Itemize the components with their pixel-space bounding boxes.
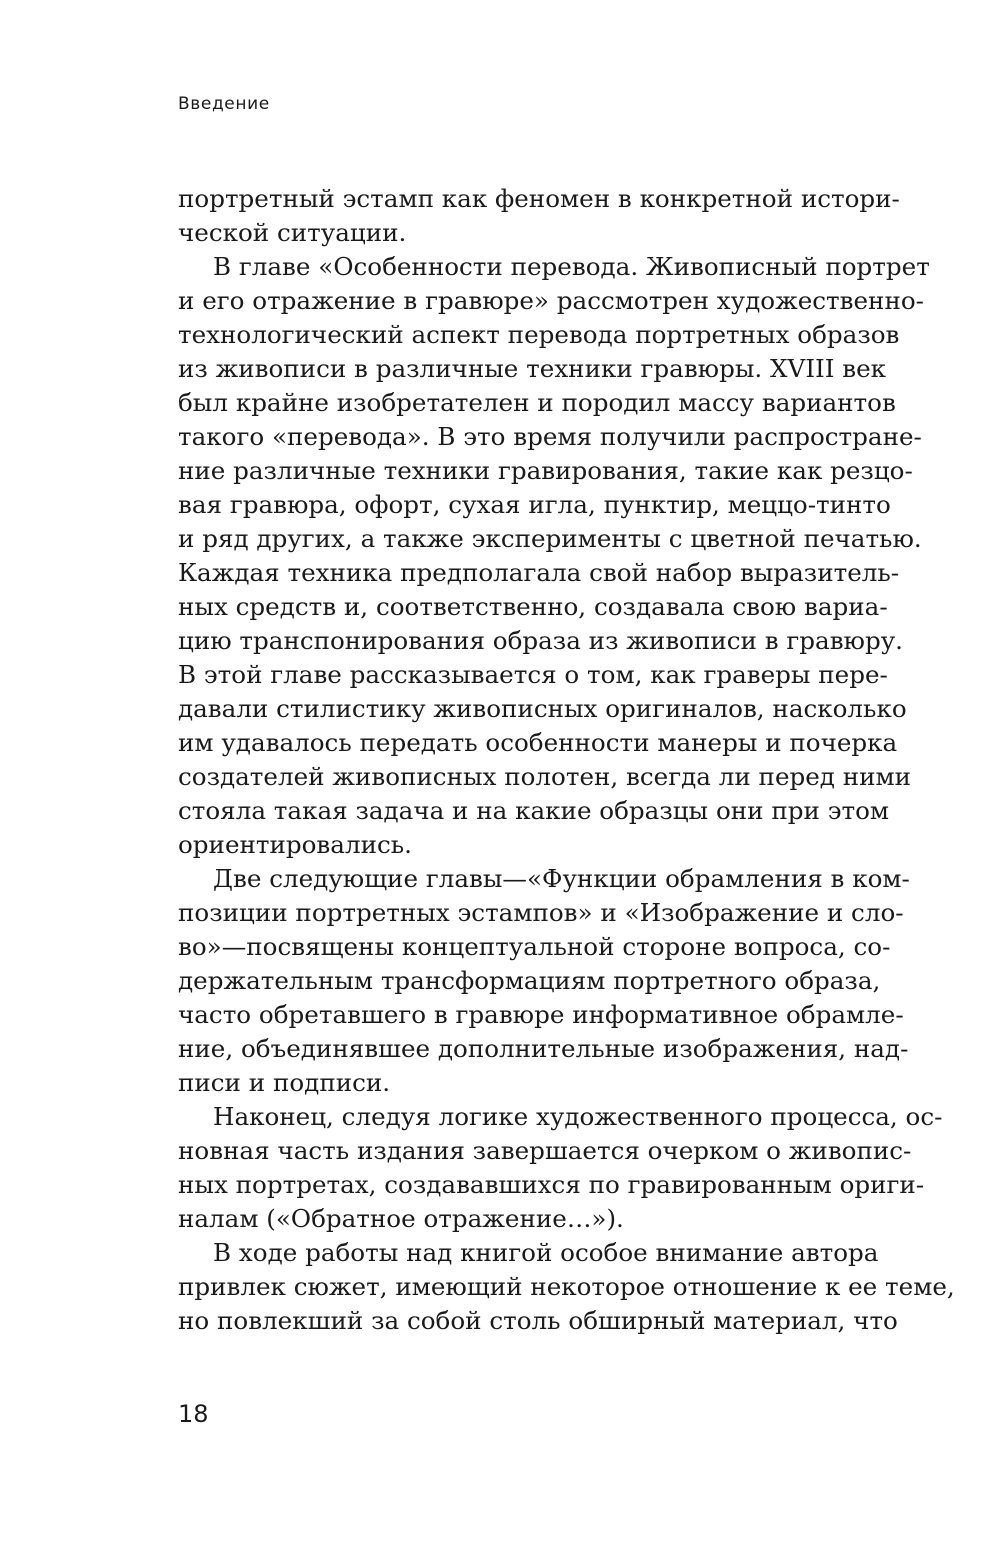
text-line: В ходе работы над книгой особое внимание автора bbox=[213, 1238, 879, 1267]
text-line: давали стилистику живописных оригиналов, насколько bbox=[178, 694, 907, 723]
text-line: держательным трансформациям портретного образа, bbox=[178, 966, 881, 995]
text-line: новная часть издания завершается очерком о живопис- bbox=[178, 1136, 912, 1165]
text-line: был крайне изобретателен и породил массу вариантов bbox=[178, 388, 896, 417]
page-number: 18 bbox=[178, 1400, 209, 1428]
text-line: привлек сюжет, имеющий некоторое отношение к ее теме, bbox=[178, 1272, 955, 1301]
text-line: Наконец, следуя логике художественного процесса, ос- bbox=[213, 1102, 943, 1131]
text-line: им удавалось передать особенности манеры и почерка bbox=[178, 728, 898, 757]
text-line: В главе «Особенности перевода. Живописный портрет bbox=[213, 252, 930, 281]
text-line: ориентировались. bbox=[178, 830, 412, 859]
paragraph bbox=[178, 182, 900, 250]
text-line: часто обретавшего в гравюре информативное обрамле- bbox=[178, 1000, 904, 1029]
text-line: из живописи в различные техники гравюры. XVIII век bbox=[178, 354, 887, 383]
text-line: В этой главе рассказывается о том, как граверы пере- bbox=[178, 660, 888, 689]
paragraph bbox=[178, 250, 930, 862]
text-line: ных портретах, создававшихся по гравированным ориги- bbox=[178, 1170, 925, 1199]
text-line: создателей живописных полотен, всегда ли перед ними bbox=[178, 762, 912, 791]
text-line: писи и подписи. bbox=[178, 1068, 391, 1097]
text-line: вая гравюра, офорт, сухая игла, пунктир, меццо-тинто bbox=[178, 490, 891, 519]
text-line: ных средств и, соответственно, создавала свою вариа- bbox=[178, 592, 888, 621]
text-line: портретный эстамп как феномен в конкретной истори- bbox=[178, 184, 900, 213]
text-line: ние, объединявшее дополнительные изображения, над- bbox=[178, 1034, 909, 1063]
text-line: технологический аспект перевода портретных образов bbox=[178, 320, 900, 349]
paragraph bbox=[178, 1100, 943, 1236]
body-text bbox=[178, 182, 955, 1338]
text-line: налам («Обратное отражение…»). bbox=[178, 1204, 624, 1233]
text-line: но повлекший за собой столь обширный материал, что bbox=[178, 1306, 898, 1335]
text-line: стояла такая задача и на какие образцы они при этом bbox=[178, 796, 890, 825]
text-line: и его отражение в гравюре» рассмотрен художественно- bbox=[178, 286, 924, 315]
text-line: ческой ситуации. bbox=[178, 218, 407, 247]
text-line: позиции портретных эстампов» и «Изображение и сло- bbox=[178, 898, 904, 927]
text-line: Две следующие главы—«Функции обрамления в ком- bbox=[213, 864, 910, 893]
text-line: цию транспонирования образа из живописи в гравюру. bbox=[178, 626, 903, 655]
text-line: во»—посвящены концептуальной стороне вопроса, со- bbox=[178, 932, 891, 961]
text-line: и ряд других, а также эксперименты с цветной печатью. bbox=[178, 524, 922, 553]
running-head: Введение bbox=[178, 94, 270, 114]
paragraph bbox=[178, 862, 910, 1100]
paragraph bbox=[178, 1236, 955, 1338]
text-line: такого «перевода». В это время получили распростране- bbox=[178, 422, 922, 451]
text-line: ние различные техники гравирования, такие как резцо- bbox=[178, 456, 913, 485]
text-line: Каждая техника предполагала свой набор выразитель- bbox=[178, 558, 900, 587]
